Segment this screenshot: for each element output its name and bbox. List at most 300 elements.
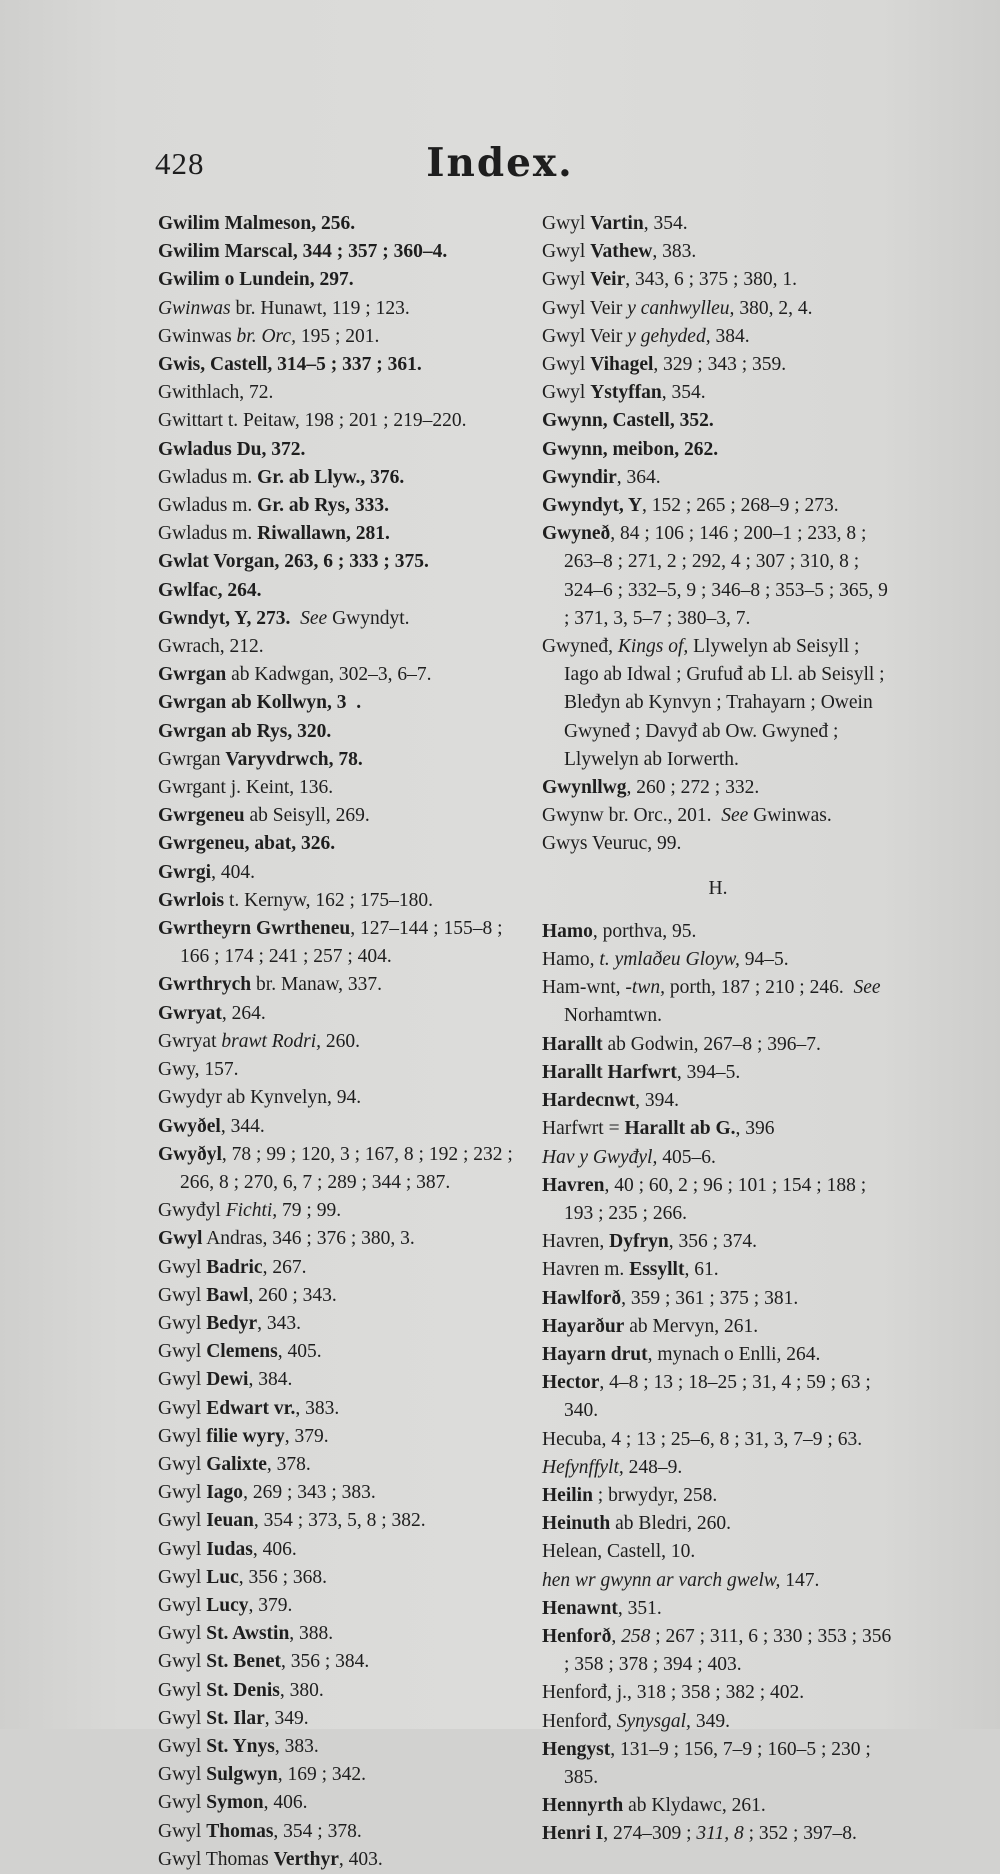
index-entry-text: Gwrgeneu [158,805,245,827]
index-entry-text: , 344. [220,1115,265,1137]
index-entry [158,238,528,266]
index-entry [158,1733,528,1761]
index-entry-text: , 354. [661,382,706,404]
index-entry [158,1254,528,1282]
index-entry-text: Gwyneð [542,523,611,545]
index-entry-text: 380, 2, 4. [734,297,813,319]
index-entry [542,1059,894,1087]
index-entry [158,548,528,576]
index-entry-text: , 351. [617,1597,662,1619]
index-entry-text: Henawnt [542,1597,618,1619]
index-entry-text: Andras, 346 ; 376 ; 380, 3. [202,1228,415,1250]
index-entry-text: Gwyl [158,1764,207,1786]
index-entry-text: Gwladus m. [158,466,258,488]
index-entry [542,1538,894,1566]
index-entry-text: Harallt Harfwrt [542,1061,677,1083]
index-entry-text: Gwynn, Castell, 352. [542,410,714,432]
index-entry [542,1567,894,1595]
index-entry-text: Gwynllwg [542,777,627,799]
index-entry [158,323,528,351]
index-entry [158,1141,528,1197]
index-entry-text: Gwyđyl [158,1200,226,1222]
index-entry-text: , 380. [279,1679,324,1701]
index-entry-text: Gwyl [158,1735,207,1757]
index-entry [158,1084,528,1112]
index-entry-text: Symon [206,1792,264,1814]
index-entry-text: Hennyrth [542,1795,624,1817]
index-entry [542,1623,897,1679]
index-entry-text: filie wyry [206,1425,285,1447]
index-entry-text: ab Seisyll, 269. [244,805,370,827]
index-entry-text: Gwryat [158,1030,222,1052]
index-entry-text: Gwyl [158,1453,207,1475]
index-entry-text: Gwyl [158,1538,207,1560]
index-entry [158,1479,528,1507]
index-entry-text: Clemens [206,1341,278,1363]
index-entry-text: Gwyndyt, Y [542,495,643,517]
index-entry [158,1648,528,1676]
index-entry-text: Gwy, 157. [158,1059,239,1081]
index-entry-text: Gwrgi [158,861,212,883]
index-entry-text: , 394–5. [676,1061,741,1083]
index-entry [158,379,528,407]
index-entry [542,351,894,379]
index-entry [158,1451,528,1479]
index-entry [158,407,528,435]
index-entry-text: , 394. [635,1090,680,1112]
index-entry-text: Sulgwyn [206,1764,278,1786]
index-entry-text: , 384. [248,1369,293,1391]
index-entry-text: Gwyl Thomas [158,1848,274,1870]
index-entry [542,1482,894,1510]
index-section-g-continued [542,210,894,859]
index-entry-text: Gwinwas [158,325,237,347]
index-entry-text: Gr. ab Rys, 333. [257,495,389,517]
index-entry-text: Hefynffylt, [542,1456,624,1478]
index-entry-text: br. Hunawt, 119 ; 123. [230,297,410,319]
index-entry-text: Gwrgan ab Rys, 320. [158,720,332,742]
index-column-left [158,210,528,1874]
index-entry-text: Gwlat Vorgan, 263, 6 ; 333 ; 375. [158,551,429,573]
index-entry [542,1285,894,1313]
index-entry-text: Gwys Veuruc, 99. [542,833,682,855]
index-entry-text: 258 [621,1625,651,1647]
index-entry-text: brawt Rodri, [221,1030,322,1052]
index-entry-text: Henforđ, j., 318 ; 358 ; 382 ; 402. [542,1682,805,1704]
index-entry-text: Kings of, [617,636,689,658]
index-entry-text: Hav y Gwyđyl, [542,1146,658,1168]
index-entry-text: 79 ; 99. [277,1200,342,1222]
index-entry-text: , 152 ; 265 ; 268–9 ; 273. [642,495,839,517]
index-entry-text: ; 267 ; 311, 6 ; 330 ; 353 ; 356 ; 358 ; 378 ; 394 ; 403. [564,1625,897,1676]
index-entry [542,830,894,858]
index-entry [542,974,894,1030]
index-entry-text: Gwyl [542,213,591,234]
index-entry-text: , 354 ; 373, 5, 8 ; 382. [253,1510,426,1532]
index-entry-text [290,608,300,629]
index-entry [158,1761,528,1789]
index-entry-text: Lucy [206,1594,249,1616]
index-entry [542,1115,894,1143]
index-entry-text: Gwyl [542,269,591,291]
index-entry [542,1228,894,1256]
index-entry-text: Vathew [590,241,653,263]
index-entry-text: Gwyl [158,1594,207,1616]
index-entry-text: y canhwylleu, [627,297,735,319]
index-entry [542,1792,894,1820]
index-entry-text: , 78 ; 99 ; 120, 3 ; 167, 8 ; 192 ; 232 ; 266, 8 ; 270, 6, 7 ; 289 ; 344 ; 387. [180,1143,518,1193]
index-entry-text: Hardecnwt [542,1090,636,1112]
index-entry-text: -twn, [625,977,665,999]
index-entry-text: ab Mervyn, 261. [624,1315,759,1337]
index-entry-text: Hayarður [542,1315,625,1337]
index-entry-text: Llywelyn ab Seisyll ; Iago ab Idwal ; Grufuđ ab Ll. ab Seisyll ; Bleđyn ab Kynvyn ; Trahayarn ; Owein Gwyneđ ; Davyđ ab Ow. Gwyneđ ; Llywelyn ab Iorwerth. [564,636,890,770]
index-entry-text: Gwinwas. [748,805,832,827]
index-entry [158,1366,528,1394]
index-entry-text: See [853,977,881,999]
index-entry-text: 94–5. [739,949,789,971]
index-entry-text: Gwyneđ, [542,636,618,658]
index-entry-text: Gwyl [158,1623,207,1645]
index-entry-text: , 406. [252,1538,297,1560]
index-entry-text: Gwlfac, 264. [158,579,262,601]
index-entry-text: br. Orc, [236,325,296,347]
index-entry [542,407,894,435]
index-entry-text: 405–6. [657,1146,716,1168]
index-entry [158,915,528,971]
index-entry [158,718,528,746]
index-entry-text: Gwyl Veir [542,325,628,347]
index-entry-text: ab Kadwgan, 302–3, 6–7. [226,664,432,686]
index-entry [158,210,528,238]
index-entry-text: ab Klydawc, 261. [623,1795,766,1817]
index-entry-text: , 403. [338,1848,383,1870]
index-entry [542,918,894,946]
index-entry [158,661,528,689]
index-entry-text: Gwyl [158,1369,207,1391]
index-entry-text: St. Ilar [206,1707,265,1729]
index-entry [542,1144,894,1172]
index-entry-text: Gwilim o Lundein, 297. [158,269,354,291]
index-entry-text: Havren m. [542,1259,630,1281]
index-entry [158,1000,528,1028]
index-entry-text: Gwladus Du, 372. [158,438,306,460]
index-entry-text: Ham-wnt, [542,977,626,999]
index-entry-text: Havren, [542,1231,610,1253]
index-entry-text: Harallt [542,1033,603,1055]
index-entry [158,1620,528,1648]
index-entry [542,1369,894,1425]
index-entry-text: Hayarn drut [542,1343,648,1365]
index-entry [158,436,528,464]
index-entry-text: Hamo, [542,949,600,971]
index-entry-text: , 383. [274,1735,319,1757]
index-entry [542,1031,894,1059]
index-entry-text: Gwyl [158,1397,207,1419]
index-entry [542,1454,894,1482]
index-entry-text: Riwallawn, 281. [257,523,390,545]
index-entry-text: ab Godwin, 267–8 ; 396–7. [602,1033,821,1055]
index-entry-text: Harfwrt = [542,1118,625,1140]
index-entry [158,1338,528,1366]
index-entry-text: Gwithlach, 72. [158,382,274,404]
index-entry [542,379,894,407]
index-entry-text: Gwladus m. [158,523,258,545]
index-entry-text: , 61. [684,1259,719,1281]
index-entry-text: Henforð [542,1625,612,1647]
index-entry-text: Gwyl [158,1284,207,1306]
index-entry-text: Gwyndir [542,466,617,488]
index-entry-text: , 379. [284,1425,329,1447]
index-entry-text: Gwyl [542,382,591,404]
index-entry-text: Gwinwas [158,297,231,319]
index-entry [542,1820,894,1848]
index-entry-text: Gwryat [158,1002,222,1024]
index-entry-text: y gehyded, [627,325,711,347]
index-entry-text: Gwrtheyrn Gwrtheneu [158,918,351,940]
index-entry-text: Gwrgeneu, abat, 326. [158,833,336,855]
index-entry-text: , 260 ; 343. [248,1284,337,1306]
index-entry-text: , 354 ; 378. [273,1820,362,1842]
index-entry [542,1708,894,1736]
index-entry [158,1507,528,1535]
index-entry [158,859,528,887]
index-entry-text: Harallt ab G. [624,1118,736,1140]
index-entry-text: St. Ynys [206,1735,275,1757]
index-entry-text: Gwyl [158,1707,207,1729]
index-entry-text: , 269 ; 343 ; 383. [243,1482,376,1504]
index-entry-text: Dyfryn [609,1231,669,1253]
page-number: 428 [155,146,205,181]
index-entry [158,464,528,492]
index-entry-text: , 383. [652,241,697,263]
index-entry-text: Gwndyt, Y, 273. [158,607,291,629]
index-entry [542,1595,894,1623]
index-entry [542,1679,894,1707]
index-entry [542,1341,894,1369]
index-entry-text: Gwladus m. [158,495,258,517]
index-entry-text: St. Awstin [206,1623,290,1645]
index-entry-text: Gwyl Veir [542,297,628,319]
index-entry-text: Gwyl [158,1256,207,1278]
index-entry [542,1087,894,1115]
index-entry-text: Henri I [542,1823,604,1845]
index-entry [158,1056,528,1084]
index-entry-text: , 127–144 ; 155–8 ; 166 ; 174 ; 241 ; 257 ; 404. [180,918,508,968]
index-entry [542,492,894,520]
index-entry-text: Synysgal, [616,1710,691,1732]
index-entry [542,520,894,633]
index-entry-text: , 405. [277,1341,322,1363]
index-entry-text: t. ymlaðeu Gloyw, [599,949,740,971]
index-entry [542,266,894,294]
index-entry-text: Gwyl [158,1651,207,1673]
index-entry-text: Norhamtwn. [564,977,886,1027]
index-entry-text: hen wr gwynn ar varch gwelw, [542,1569,781,1591]
index-entry-text: Hecuba, 4 ; 13 ; 25–6, 8 ; 31, 3, 7–9 ; 63. [542,1428,863,1450]
index-entry-text: Gwrgan ab Kollwyn, 3 . [158,692,362,714]
index-entry [158,577,528,605]
index-entry-text: 147. [780,1569,820,1591]
index-entry [542,774,894,802]
index-entry [158,351,528,379]
index-entry-text: St. Denis [206,1679,280,1701]
index-entry [158,971,528,999]
section-letter-h: H. [708,877,728,899]
index-entry-text: , 169 ; 342. [277,1764,367,1786]
index-entry-text: Gwydyr ab Kynvelyn, 94. [158,1087,362,1109]
index-entry-text: Thomas [206,1820,274,1842]
index-entry-text: t. Kernyw, 162 ; 175–180. [224,889,433,911]
index-entry [158,689,528,717]
index-entry-text: Gwyndyt. [327,607,410,629]
index-entry-text: porth, 187 ; 210 ; 246. [664,977,854,999]
index-entry-text: , porthva, 95. [592,920,697,942]
index-entry-text: Gwrlois [158,889,225,911]
index-entry-text: Henforđ, [542,1710,617,1732]
index-entry-text: , 264. [221,1002,266,1024]
index-entry [158,1564,528,1592]
index-entry [542,436,894,464]
index-entry-text: Gwyl [542,354,591,376]
index-entry-text: Helean, Castell, 10. [542,1541,696,1563]
index-entry-text: Luc [206,1566,239,1588]
running-head: Index. [426,140,574,186]
index-entry [158,1310,528,1338]
index-entry-text: Vartin [590,213,644,234]
index-entry-text: Ystyffan [590,382,662,404]
index-entry-text: , 406. [263,1792,308,1814]
index-entry-text: Gwyl [158,1566,207,1588]
index-entry [158,1197,528,1225]
index-entry-text: 349. [690,1710,730,1732]
index-entry [542,633,894,774]
index-entry-text: Gwrach, 212. [158,636,264,658]
index-entry-text: Gwis, Castell, 314–5 ; 337 ; 361. [158,354,422,376]
index-entry-text: Gwynw br. Orc., 201. [542,805,722,827]
index-entry-text: , 354. [643,213,688,234]
index-entry-text: , 274–309 ; [603,1823,697,1845]
index-entry-text: , 396 [735,1118,775,1140]
index-entry [542,802,894,830]
index-entry-text: Gwrgant j. Keint, 136. [158,777,334,799]
index-entry-text: Badric [206,1256,263,1278]
index-entry-text: Gwyl [158,1820,207,1842]
index-entry-text: , 40 ; 60, 2 ; 96 ; 101 ; 154 ; 188 ; 193 ; 235 ; 266. [564,1174,871,1224]
index-entry [158,1789,528,1817]
index-entry-text: , 329 ; 343 ; 359. [653,354,787,376]
index-entry-text: Gwynn, meibon, 262. [542,438,719,460]
index-entry-text: Gwilim Malmeson, 256. [158,213,356,234]
index-entry-text: Iago [206,1482,244,1504]
index-entry-text: Ieuan [206,1510,254,1532]
index-entry [158,1113,528,1141]
index-entry [542,210,894,238]
index-entry-text: Varyvdrwch, 78. [225,748,363,770]
index-entry-text: , 383. [295,1397,340,1419]
index-entry [158,1592,528,1620]
index-entry-text: Gwyl [542,241,591,263]
index-entry [158,1423,528,1451]
index-entry-text: ; 352 ; 397–8. [743,1823,857,1845]
index-entry [158,520,528,548]
index-section-h [542,918,897,1849]
index-entry-text: 311, 8 [696,1823,744,1845]
index-entry-text: ; brwydyr, 258. [592,1484,718,1506]
index-entry-text: Gwyl [158,1341,207,1363]
index-entry [542,946,894,974]
index-entry-text: , 131–9 ; 156, 7–9 ; 160–5 ; 230 ; 385. [564,1738,876,1788]
index-entry [158,1225,528,1253]
index-entry-text: Verthyr [273,1848,339,1870]
index-entry-text: Bedyr [206,1312,258,1334]
index-entry-text: Hengyst [542,1738,611,1760]
index-entry-text: Hawlforð [542,1287,622,1309]
index-entry-text: , 388. [289,1623,334,1645]
index-entry-text: Gwyl [158,1510,207,1532]
index-entry-text: , 356 ; 374. [668,1231,758,1253]
index-entry [542,295,894,323]
index-entry-text: Hamo [542,920,593,942]
index-entry-text: , 379. [248,1594,293,1616]
index-entry-text: Gwyðel [158,1115,221,1137]
index-entry-text: Heilin [542,1484,593,1506]
index-entry [542,1426,894,1454]
index-entry [542,1736,894,1792]
index-entry-text: , [611,1625,622,1647]
index-entry [158,295,528,323]
index-entry-text: Bawl [206,1284,249,1306]
index-entry-text: Gr. ab Llyw., 376. [257,466,405,488]
index-entry-text: , mynach o Enlli, 264. [647,1343,821,1365]
index-entry [158,774,528,802]
index-entry [542,464,894,492]
index-entry [158,633,528,661]
index-entry-text: ab Bledri, 260. [610,1513,732,1535]
index-entry-text: , 356 ; 384. [280,1651,370,1673]
index-entry-text: See [721,805,749,827]
index-entry-text: , 356 ; 368. [238,1566,328,1588]
index-entry-text: Gwyl [158,1312,207,1334]
index-entry-text: , 343. [257,1312,302,1334]
index-entry-text: Fichti, [225,1200,278,1222]
index-entry-text: Gwrgan [158,748,226,770]
index-entry [158,492,528,520]
index-entry [542,1510,894,1538]
index-entry [158,1677,528,1705]
index-entry-text: Veir [590,269,626,291]
index-entry [542,1256,894,1284]
index-entry-text: Hector [542,1372,600,1394]
index-entry-text: , 84 ; 106 ; 146 ; 200–1 ; 233, 8 ; 263–8 ; 271, 2 ; 292, 4 ; 307 ; 310, 8 ; 324–6 ; 332–5, 9 ; 346–8 ; 353–5 ; 365, 9 ; 371, 3, 5–7 ; 380–3, 7. [564,523,893,629]
index-entry-text: Gwyðyl [158,1143,222,1165]
index-entry [542,323,894,351]
index-entry [158,1282,528,1310]
index-entry-text: Essyllt [629,1259,685,1281]
index-entry-text: Gwyl [158,1425,207,1447]
index-entry [158,1536,528,1564]
index-entry-text: , 378. [266,1453,311,1475]
index-entry-text: Heinuth [542,1513,611,1535]
index-entry-text: 384. [710,325,750,347]
index-entry-text: Gwittart t. Peitaw, 198 ; 201 ; 219–220. [158,410,467,432]
index-entry-text: Havren [542,1174,605,1196]
index-entry [158,746,528,774]
index-entry-text: See [300,607,328,629]
index-entry-text: , 260 ; 272 ; 332. [626,777,760,799]
index-entry-text: , 267. [262,1256,307,1278]
index-column-right [542,210,897,1849]
